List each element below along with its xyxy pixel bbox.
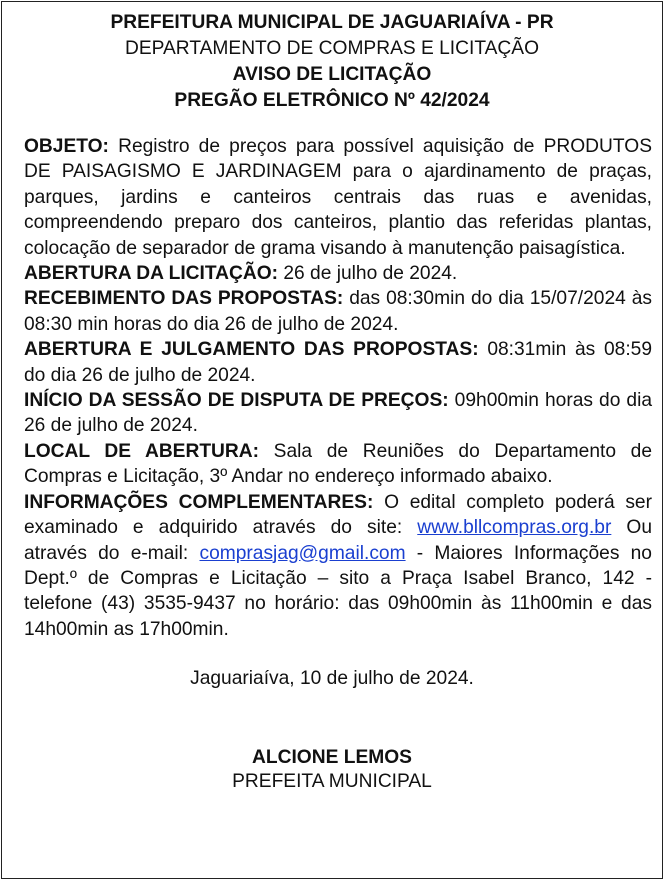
site-link[interactable]: www.bllcompras.org.br	[417, 517, 612, 539]
recebimento-label: RECEBIMENTO DAS PROPOSTAS:	[24, 288, 344, 310]
recebimento-paragraph	[24, 286, 652, 337]
disputa-label: INÍCIO DA SESSÃO DE DISPUTA DE PREÇOS:	[24, 390, 449, 412]
julgamento-label: ABERTURA E JULGAMENTO DAS PROPOSTAS:	[24, 339, 479, 361]
informacoes-text-2: Ou através do e-mail:	[24, 517, 652, 564]
julgamento-text: 08:31min às 08:59 do dia 26 de julho de 2024.	[24, 339, 652, 386]
signer-role: PREFEITA MUNICIPAL	[232, 771, 432, 793]
disputa-paragraph	[24, 388, 652, 439]
auction-number: PREGÃO ELETRÔNICO Nº 42/2024	[174, 90, 490, 111]
local-paragraph	[24, 439, 652, 490]
signer-name: ALCIONE LEMOS	[252, 747, 412, 769]
abertura-label: ABERTURA DA LICITAÇÃO:	[24, 263, 279, 285]
notice-header	[2, 2, 662, 114]
email-link[interactable]: comprasjag@gmail.com	[199, 542, 406, 564]
informacoes-text-3: - Maiores Informações no Dept.º de Compras e Licitação – sito a Praça Isabel Branco, 142 - telefone (43) 3535-9437 no horário: das 09h00min às 11h00min e das 14h00min as 17h00min.	[24, 542, 652, 640]
objeto-text: Registro de preços para possível aquisição de PRODUTOS DE PAISAGISMO E JARDINAGEM para o ajardinamento de praças, parques, jardins e canteiros centrais das ruas e avenidas, compreendendo preparo dos canteiros, plantio das referidas plantas, colocação de separador de grama visando à manutenção paisagística.	[24, 136, 652, 259]
objeto-paragraph	[24, 134, 652, 261]
objeto-label: OBJETO:	[24, 136, 109, 157]
notice-document	[1, 1, 663, 879]
notice-body	[2, 134, 662, 642]
informacoes-text-1: O edital completo poderá ser examinado e adquirido através do site:	[24, 491, 652, 539]
abertura-paragraph	[24, 261, 652, 286]
department-title: DEPARTAMENTO DE COMPRAS E LICITAÇÃO	[124, 38, 540, 59]
abertura-text: 26 de julho de 2024.	[278, 263, 458, 285]
signature-block	[2, 746, 662, 794]
informacoes-label: INFORMAÇÕES COMPLEMENTARES:	[24, 491, 374, 513]
disputa-text: 09h00min horas do dia 26 de julho de 2024.	[24, 390, 653, 437]
local-label: LOCAL DE ABERTURA:	[24, 440, 260, 462]
notice-title: AVISO DE LICITAÇÃO	[232, 64, 432, 85]
informacoes-paragraph	[24, 490, 652, 642]
place-date: Jaguariaíva, 10 de julho de 2024.	[190, 668, 474, 690]
municipality-title: PREFEITURA MUNICIPAL DE JAGUARIAÍVA - PR	[110, 12, 554, 33]
julgamento-paragraph	[24, 337, 652, 388]
recebimento-text: das 08:30min do dia 15/07/2024 às 08:30 min horas do dia 26 de julho de 2024.	[24, 288, 652, 335]
local-text: Sala de Reuniões do Departamento de Compras e Licitação, 3º Andar no endereço informado abaixo.	[24, 440, 653, 488]
